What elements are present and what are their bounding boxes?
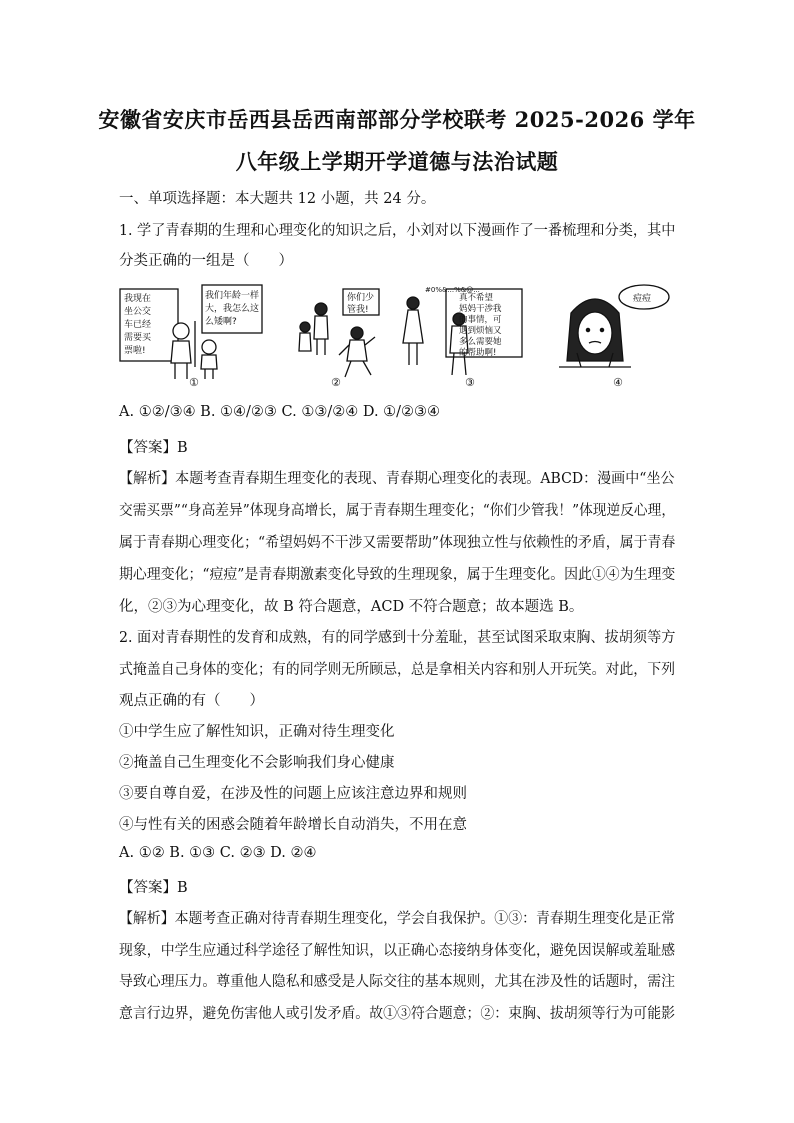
panel1-bubble-line4: 需要买 xyxy=(124,333,152,343)
q1-stem-line2: 分类正确的一组是（ ） xyxy=(119,253,293,269)
q1-analysis-line1: 【解析】本题考查青春期生理变化的表现、青春期心理变化的表现。ABCD：漫画中“坐公 xyxy=(119,471,675,487)
q2-stem-line1: 2. 面对青春期性的发育和成熟，有的同学感到十分羞耻，甚至试图采取束胸、拔胡须等方 xyxy=(119,630,676,646)
q2-item-3: ③要自尊自爱，在涉及性的问题上应该注意边界和规则 xyxy=(119,786,467,802)
q1-answer: 【答案】B xyxy=(119,440,188,456)
q2-item-2: ②掩盖自己生理变化不会影响我们身心健康 xyxy=(119,755,395,771)
panel1-bubble-line2: 坐公交 xyxy=(124,307,152,317)
q2-item-4: ④与性有关的困惑会随着年龄增长自动消失，不用在意 xyxy=(119,817,467,833)
panel1b-bubble-line1: 我们年龄一样 xyxy=(205,291,260,301)
q2-answer: 【答案】B xyxy=(119,880,188,896)
panel-number-2: ② xyxy=(331,376,341,389)
panel2-bubble-line2: 管我! xyxy=(347,305,369,315)
q2-analysis-line2: 现象，中学生应通过科学途径了解性知识，以正确心态接纳身体变化，避免因误解或羞耻感 xyxy=(119,943,675,959)
panel1b-bubble-line2: 大，我怎么这 xyxy=(205,304,260,314)
q1-analysis-line4: 期心理变化；“痘痘”是青春期激素变化导致的生理现象，属于生理变化。因此①④为生理变 xyxy=(119,567,676,583)
panel1b-bubble-line3: 么矮啊? xyxy=(205,317,237,327)
panel1-bubble-line1: 我现在 xyxy=(124,294,152,304)
page-title-line2: 八年级上学期开学道德与法治试题 xyxy=(235,149,559,174)
panel3-bubble-line6: 的帮助啊! xyxy=(459,348,497,358)
page-title-line1: 安徽省安庆市岳西县岳西南部部分学校联考 2025-2026 学年 xyxy=(98,107,696,132)
panel1-bubble-line3: 车已经 xyxy=(124,320,152,330)
panel3-bubble-line1: 真不希望 xyxy=(459,293,494,303)
q1-analysis-line5: 化，②③为心理变化，故 B 符合题意，ACD 不符合题意；故本题选 B。 xyxy=(119,599,584,615)
q2-analysis-line1: 【解析】本题考查正确对待青春期生理变化，学会自我保护。①③：青春期生理变化是正常 xyxy=(119,911,675,927)
section-heading: 一、单项选择题：本大题共 12 小题，共 24 分。 xyxy=(119,191,436,207)
panel-number-3: ③ xyxy=(465,376,475,389)
panel4-bubble-text: 痘痘 xyxy=(633,294,652,304)
q1-cartoon-illustration xyxy=(119,283,675,389)
panel3-noise-text: #0%&...%&@... xyxy=(425,286,480,294)
q1-analysis-line3: 属于青春期心理变化；“希望妈妈不干涉又需要帮助”体现独立性与依赖性的矛盾，属于青春 xyxy=(119,535,676,551)
panel1-bubble-line5: 票啦! xyxy=(124,346,146,356)
q2-stem-line2: 式掩盖自己身体的变化；有的同学则无所顾忌，总是拿相关内容和别人开玩笑。对此，下列 xyxy=(119,662,675,678)
q1-stem-line1: 1. 学了青春期的生理和心理变化的知识之后，小刘对以下漫画作了一番梳理和分类，其中 xyxy=(119,223,676,239)
panel-number-1: ① xyxy=(189,376,199,389)
q2-analysis-line3: 导致心理压力。尊重他人隐私和感受是人际交往的基本规则，尤其在涉及性的话题时，需注 xyxy=(119,974,675,990)
q2-item-1: ①中学生应了解性知识，正确对待生理变化 xyxy=(119,724,395,740)
panel3-bubble-line2: 妈妈干涉我 xyxy=(459,304,502,314)
panel3-bubble-line3: 的事情，可 xyxy=(459,315,502,325)
q2-options: A. ①② B. ①③ C. ②③ D. ②④ xyxy=(119,845,317,861)
panel3-bubble-line5: 多么需要她 xyxy=(459,337,502,347)
q2-stem-line3: 观点正确的有（ ） xyxy=(119,693,264,709)
q1-options: A. ①②/③④ B. ①④/②③ C. ①③/②④ D. ①/②③④ xyxy=(119,404,441,420)
panel3-bubble-line4: 遇到烦恼又 xyxy=(459,326,502,336)
q2-analysis-line4: 意言行边界，避免伤害他人或引发矛盾。故①③符合题意；②：束胸、拔胡须等行为可能影 xyxy=(119,1006,675,1022)
q1-analysis-line2: 交需买票”“身高差异”体现身高增长，属于青春期生理变化；“你们少管我！”体现逆反心理， xyxy=(119,503,676,519)
panel-number-4: ④ xyxy=(613,376,623,389)
panel2-bubble-line1: 你们少 xyxy=(347,293,375,303)
